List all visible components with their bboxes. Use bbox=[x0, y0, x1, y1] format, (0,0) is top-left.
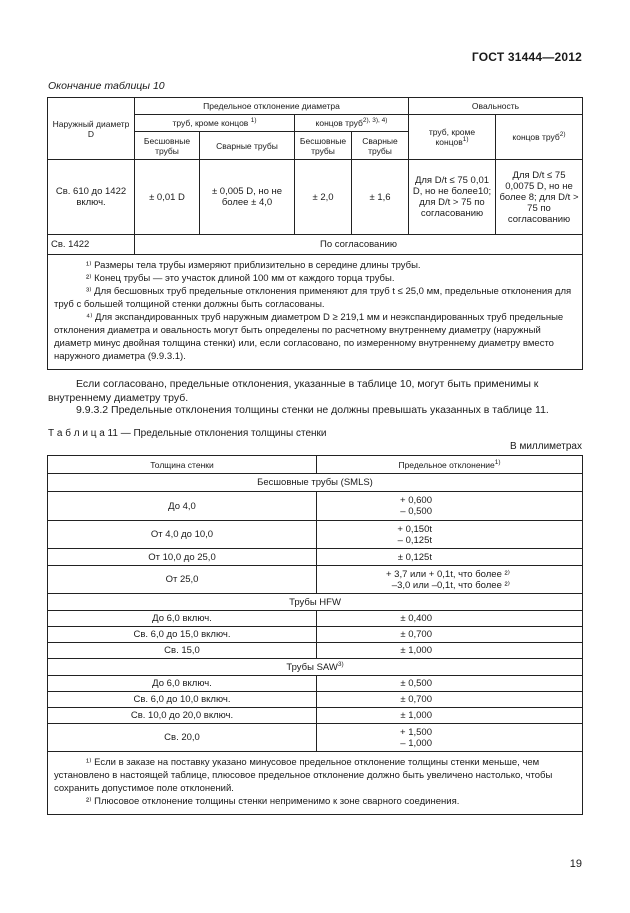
tolerance-cell: ± 0,125t bbox=[317, 549, 583, 566]
col-ovality: Овальность bbox=[409, 98, 583, 115]
cell-diam-610-1422: Св. 610 до 1422 включ. bbox=[48, 160, 135, 235]
tolerance-cell: ± 0,700 bbox=[317, 627, 583, 643]
thickness-cell: От 25,0 bbox=[48, 566, 317, 594]
col-wall-thickness: Толщина стенки bbox=[48, 456, 317, 474]
section-title: Трубы HFW bbox=[48, 594, 583, 611]
cell-diam-over-1422: Св. 1422 bbox=[48, 235, 135, 255]
tolerance-cell: + 0,600 – 0,500 bbox=[317, 492, 583, 521]
tolerance-cell: ± 1,000 bbox=[317, 643, 583, 659]
thickness-cell: До 6,0 включ. bbox=[48, 611, 317, 627]
tolerance-cell: + 3,7 или + 0,1t, что более ²⁾ –3,0 или –0,1t, что более ²⁾ bbox=[317, 566, 583, 594]
table11-footnotes bbox=[48, 752, 583, 815]
col-seamless-2: Бесшовные трубы bbox=[295, 132, 352, 160]
thickness-cell: До 6,0 включ. bbox=[48, 676, 317, 692]
thickness-cell: От 10,0 до 25,0 bbox=[48, 549, 317, 566]
col-pipe-except-ends: труб, кроме концов $^{1)}$ bbox=[135, 115, 295, 132]
thickness-cell: От 4,0 до 10,0 bbox=[48, 521, 317, 549]
table10-continuation: Окончание таблицы 10 bbox=[48, 80, 165, 92]
col-outer-diameter: Наружный диаметр D bbox=[48, 98, 135, 160]
table-10 bbox=[47, 97, 583, 370]
thickness-cell: Св. 6,0 до 10,0 включ. bbox=[48, 692, 317, 708]
cell-ovality-body: Для D/t ≤ 75 0,01 D, но не более10; для D/t > 75 по согласованию bbox=[409, 160, 496, 235]
footnote: ²⁾ Плюсовое отклонение толщины стенки неприменимо к зоне сварного соединения. bbox=[86, 796, 460, 807]
col-welded-1: Сварные трубы bbox=[200, 132, 295, 160]
thickness-cell: Св. 15,0 bbox=[48, 643, 317, 659]
col-welded-2: Сварные трубы bbox=[352, 132, 409, 160]
tolerance-cell: ± 0,500 bbox=[317, 676, 583, 692]
cell-seamless-tol: ± 0,01 D bbox=[135, 160, 200, 235]
tolerance-cell: ± 0,700 bbox=[317, 692, 583, 708]
section-title: Трубы SAW$^{3)}$ bbox=[48, 659, 583, 676]
paragraph-inner-diameter: Если согласовано, предельные отклонения, указанные в таблице 10, могут быть применимы к внутреннему диаметру труб. bbox=[48, 378, 539, 404]
table11-unit: В миллиметрах bbox=[510, 441, 582, 452]
col-tolerance: Предельное отклонение$^{1)}$ bbox=[317, 456, 583, 474]
footnote: ¹⁾ Размеры тела трубы измеряют приблизительно в середине длины трубы. bbox=[86, 260, 421, 271]
col-pipe-ends: концов труб$^{2), 3), 4)}$ bbox=[295, 115, 409, 132]
cell-welded-tol: ± 0,005 D, но не более ± 4,0 bbox=[200, 160, 295, 235]
tolerance-cell: ± 1,000 bbox=[317, 708, 583, 724]
col-ov-pipe-ends: концов труб$^{2)}$ bbox=[496, 115, 583, 160]
standard-header: ГОСТ 31444—2012 bbox=[471, 50, 582, 64]
table10-footnotes bbox=[48, 255, 583, 370]
cell-ends-seamless-tol: ± 2,0 bbox=[295, 160, 352, 235]
page-number: 19 bbox=[569, 858, 582, 870]
footnote: ³⁾ Для бесшовных труб предельные отклонения применяют для труб t ≤ 25,0 мм, предельные отклонения для труб с большей толщиной стенки должны быть согласованы. bbox=[54, 286, 572, 310]
footnote: ¹⁾ Если в заказе на поставку указано минусовое предельное отклонение толщины стенки меньше, чем установлено в настоящей таблице, плюсовое предельное отклонение должно быть увеличено настолько, чтобы сохранить допустимое поле отклонений. bbox=[54, 757, 553, 794]
table11-caption: Т а б л и ц а 11 — Предельные отклонения толщины стенки bbox=[48, 428, 327, 439]
footnote: ⁴⁾ Для экспандированных труб наружным диаметром D ≥ 219,1 мм и неэкспандированных труб предельные отклонения диаметра и овальность могут быть определены по расчетному внутреннему диаметру (наружный диаметр минус двойная толщина стенки) или, если согласовано, по измеренному внутреннему диаметру вместо наружного диаметра (9.9.3.1). bbox=[54, 312, 564, 362]
col-diameter-tolerance: Предельное отклонение диаметра bbox=[135, 98, 409, 115]
thickness-cell: Св. 20,0 bbox=[48, 724, 317, 752]
paragraph-9-9-3-2: 9.9.3.2 Предельные отклонения толщины стенки не должны превышать указанных в таблице 11. bbox=[76, 404, 549, 416]
col-seamless-1: Бесшовные трубы bbox=[135, 132, 200, 160]
cell-ends-welded-tol: ± 1,6 bbox=[352, 160, 409, 235]
section-title: Бесшовные трубы (SMLS) bbox=[48, 474, 583, 492]
tolerance-cell: + 1,500 – 1,000 bbox=[317, 724, 583, 752]
thickness-cell: До 4,0 bbox=[48, 492, 317, 521]
thickness-cell: Св. 6,0 до 15,0 включ. bbox=[48, 627, 317, 643]
table-11 bbox=[47, 455, 583, 815]
cell-by-agreement: По согласованию bbox=[135, 235, 583, 255]
col-ov-pipe-except-ends: труб, кроме концов$^{1)}$ bbox=[409, 115, 496, 160]
footnote: ²⁾ Конец трубы — это участок длиной 100 мм от каждого торца трубы. bbox=[86, 273, 395, 284]
cell-ovality-ends: Для D/t ≤ 75 0,0075 D, но не более 8; для D/t > 75 по согласованию bbox=[496, 160, 583, 235]
tolerance-cell: ± 0,400 bbox=[317, 611, 583, 627]
thickness-cell: Св. 10,0 до 20,0 включ. bbox=[48, 708, 317, 724]
tolerance-cell: + 0,150t – 0,125t bbox=[317, 521, 583, 549]
